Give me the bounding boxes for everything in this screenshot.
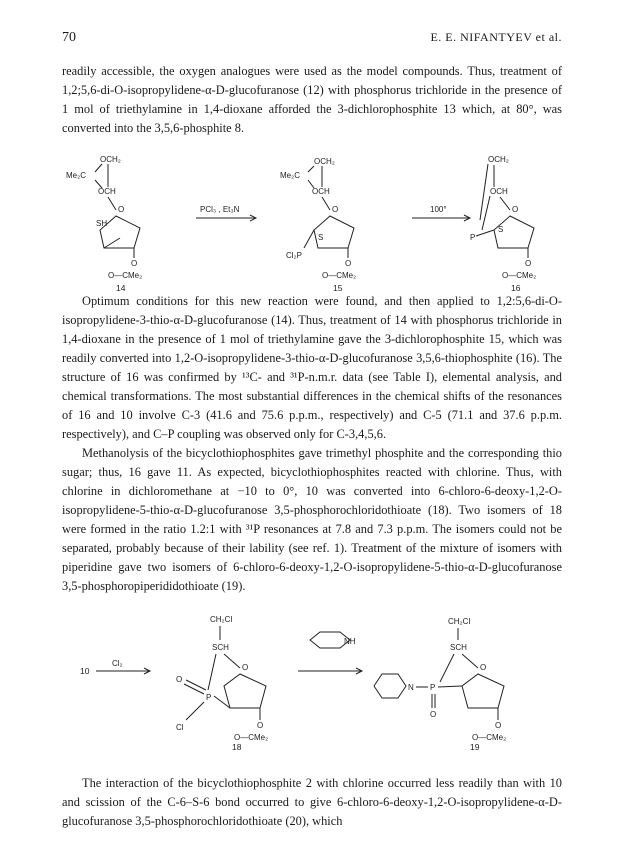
atom-me2c: Me₂C bbox=[280, 171, 300, 180]
atom-sh: SH bbox=[96, 219, 108, 228]
atom-p: P bbox=[430, 683, 436, 692]
atom-och2: OCH₂ bbox=[100, 155, 121, 164]
atom-o: O bbox=[495, 721, 502, 730]
paragraph-1: readily accessible, the oxygen analogues were used as the model compounds. Thus, treatment of 1,2;5,6-di-O-isopropylidene-α-D-glucofuranose (12) with phosphorus trichloride in the presence of 1 mol of triethylamine in 1,4-dioxane afforded the 3-dichlorophosphite 13 which, at 80°, was converted into the 3,5,6-phosphite 8. bbox=[62, 64, 562, 135]
atom-ch2cl: CH₂Cl bbox=[210, 615, 233, 624]
structure-16 bbox=[470, 155, 536, 280]
compound-label-16: 16 bbox=[511, 283, 521, 293]
reaction-scheme-1 bbox=[0, 150, 624, 293]
structure-14 bbox=[66, 155, 142, 280]
paragraph-2: Optimum conditions for this new reaction were found, and then applied to 1,2:5,6-di-O-isopropylidene-3-thio-α-D-glucofuranose (14). Thus, treatment of 14 with phosphorus trichloride in 1,4-dioxane in the presence of 1 mol of triethylamine gave the 3-dichlorophosphite 15, which was readily converted into 1,2-O-isopropylidene-3-thio-α-D-glucofuranose 3,5,6-thiophosphite (16). The structure of 16 was confirmed by ¹³C- and ³¹P-n.m.r. data (see Table I), elemental analysis, and chemical transformations. The most substantial differences in the chemical shifts of the resonances of 16 and 10 involve C-3 (41.6 and 75.6 p.p.m., respectively) and C-5 (71.1 and 37.6 p.p.m. respectively), and C–P coupling was observed only for C-3,4,5,6. bbox=[62, 294, 562, 441]
paragraph-4: The interaction of the bicyclothiophosphite 2 with chlorine occurred less readily than with 10 and scission of the C-6–S-6 bond occurred to give 6-chloro-6-deoxy-1,2-O-isopropylidene-α-D-glucofuranose 3,5-phosphorochloridothioate (20), which bbox=[62, 776, 562, 828]
atom-och: OCH bbox=[312, 187, 330, 196]
compound-label-15: 15 bbox=[333, 283, 343, 293]
reagent-cl2: Cl₂ bbox=[112, 659, 123, 668]
atom-p: P bbox=[470, 233, 476, 242]
atom-ocme2: O—CMe₂ bbox=[472, 733, 507, 742]
atom-o: O bbox=[525, 259, 532, 268]
atom-och2: OCH₂ bbox=[488, 155, 509, 164]
atom-och: OCH bbox=[98, 187, 116, 196]
atom-s: S bbox=[318, 233, 324, 242]
paragraph-3: Methanolysis of the bicyclothiophosphites gave trimethyl phosphite and the corresponding thio sugar; thus, 16 gave 11. As expected, bicyclothiophosphites reacted with chlorine. Thus, with chlorine in dichloromethane at −10 to 0°, 10 was converted into 6-chloro-6-deoxy-1,2-O-isopropylidene-5-thio-α-D-glucofuranose 3,5-phosphorochloridothioate (18). Two isomers of 18 were formed in the ratio 1.2:1 with ³¹P resonances at 7.8 and 7.3 p.p.m. The isomers could not be separated, probably because of their lability (see ref. 1). Treatment of the mixture of isomers with piperidine gave two isomers of 6-chloro-6-deoxy-1,2-O-isopropylidene-5-thio-α-D-glucofuranose 3,5-phosphoropiperididothioate (19). bbox=[62, 446, 562, 593]
atom-ocme2: O—CMe₂ bbox=[234, 733, 269, 742]
compound-label-19: 19 bbox=[470, 742, 480, 752]
atom-cl: Cl bbox=[176, 723, 184, 732]
reagent-pcl3-et3n: PCl₃ , Et₃N bbox=[200, 205, 240, 214]
atom-o: O bbox=[131, 259, 138, 268]
atom-ocme2: O—CMe₂ bbox=[322, 271, 357, 280]
atom-o: O bbox=[242, 663, 249, 672]
atom-n: N bbox=[408, 683, 414, 692]
atom-o: O bbox=[512, 205, 519, 214]
atom-o: O bbox=[332, 205, 339, 214]
atom-o: O bbox=[345, 259, 352, 268]
atom-sch: SCH bbox=[212, 643, 229, 652]
atom-ch2cl: CH₂Cl bbox=[448, 617, 471, 626]
compound-label-10: 10 bbox=[80, 666, 90, 676]
atom-nh: NH bbox=[344, 637, 356, 646]
atom-ocme2: O—CMe₂ bbox=[502, 271, 537, 280]
piperidine-reagent bbox=[310, 632, 356, 648]
structure-19 bbox=[374, 617, 506, 742]
atom-sch: SCH bbox=[450, 643, 467, 652]
atom-p: P bbox=[206, 693, 212, 702]
atom-s: S bbox=[498, 225, 504, 234]
reaction-scheme-2 bbox=[0, 612, 624, 752]
atom-ocme2: O—CMe₂ bbox=[108, 271, 143, 280]
reagent-temperature: 100° bbox=[430, 205, 447, 214]
atom-och2: OCH₂ bbox=[314, 157, 335, 166]
atom-me2c: Me₂C bbox=[66, 171, 86, 180]
atom-o: O bbox=[257, 721, 264, 730]
atom-cl2p: Cl₂P bbox=[286, 251, 302, 260]
running-title: E. E. NIFANTYEV et al. bbox=[430, 30, 562, 44]
structure-18 bbox=[176, 615, 268, 742]
compound-label-18: 18 bbox=[232, 742, 242, 752]
atom-o: O bbox=[430, 710, 437, 719]
structure-15 bbox=[280, 157, 356, 280]
atom-o: O bbox=[118, 205, 125, 214]
page-number: 70 bbox=[62, 30, 76, 45]
atom-och: OCH bbox=[490, 187, 508, 196]
atom-o: O bbox=[176, 675, 183, 684]
compound-label-14: 14 bbox=[116, 283, 126, 293]
atom-o: O bbox=[480, 663, 487, 672]
